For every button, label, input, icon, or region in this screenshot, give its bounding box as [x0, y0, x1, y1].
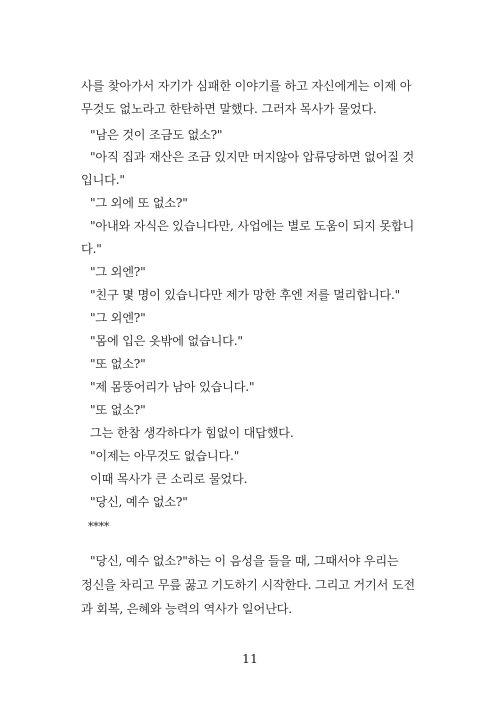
text-line: "그 외엔?" — [90, 311, 146, 325]
text-line: "그 외에 또 없소?" — [90, 196, 188, 210]
text-line: "아직 집과 재산은 조금 있지만 머지않아 압류당하면 없어질 것 — [90, 150, 415, 164]
text-line: "그 외엔?" — [90, 265, 146, 279]
text-line: 무것도 없노라고 한탄하면 말했다. 그러자 목사가 물었다. — [81, 102, 377, 116]
text-line: 사를 찾아가서 자기가 심패한 이야기를 하고 자신에게는 이제 아 — [81, 79, 412, 93]
text-line: 입니다." — [81, 173, 125, 187]
text-line: "이제는 아무것도 없습니다." — [90, 449, 240, 463]
text-line: 그는 한참 생각하다가 힘없이 대답했다. — [90, 426, 294, 440]
text-line: 과 회복, 은혜와 능력의 역사가 일어난다. — [81, 602, 292, 616]
text-line: 정신을 차리고 무릎 꿇고 기도하기 시작한다. 그리고 거기서 도전 — [81, 578, 415, 592]
text-line: "몸에 입은 옷밖에 없습니다." — [90, 334, 243, 348]
text-line: "당신, 예수 없소?" — [90, 495, 188, 509]
text-line: "또 없소?" — [90, 403, 146, 417]
text-line: "남은 것이 조금도 없소?" — [90, 128, 223, 142]
section-separator: **** — [88, 520, 110, 533]
text-line: "또 없소?" — [90, 357, 146, 371]
text-line: "당신, 예수 없소?"하는 이 음성을 들을 때, 그때서야 우리는 — [90, 554, 399, 568]
page-number: 11 — [242, 651, 258, 666]
text-line: "친구 몇 명이 있습니다만 제가 망한 후엔 저를 멀리합니다." — [90, 288, 401, 302]
text-line: "아내와 자식은 있습니다만, 사업에는 별로 도움이 되지 못합니 — [90, 219, 415, 233]
text-line: 이때 목사가 큰 소리로 물었다. — [90, 472, 248, 486]
text-line: "제 몸뚱어리가 남아 있습니다." — [90, 380, 255, 394]
text-line: 다." — [81, 242, 102, 256]
